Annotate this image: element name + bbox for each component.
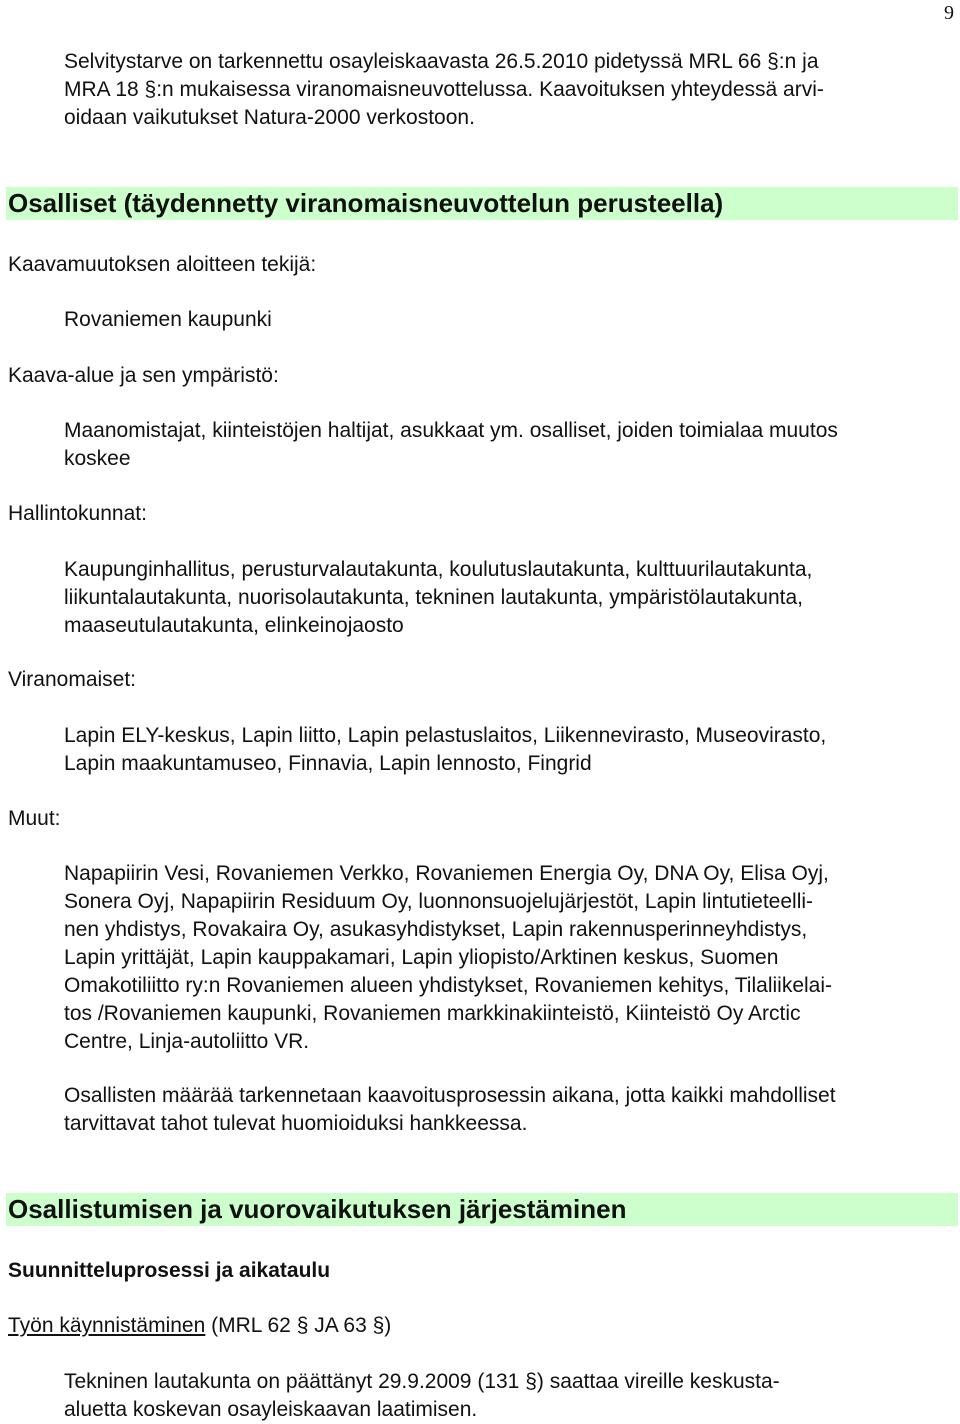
others-line: Sonera Oyj, Napapiirin Residuum Oy, luonnonsuojelujärjestöt, Lapin lintutieteelli- xyxy=(64,890,814,913)
others-line: Omakotiliitto ry:n Rovaniemen alueen yhdistykset, Rovaniemen kehitys, Tilaliikelai- xyxy=(64,974,832,997)
intro-line: Selvitystarve on tarkennettu osayleiskaavasta 26.5.2010 pidetyssä MRL 66 §:n ja xyxy=(64,50,819,73)
closing-paragraph xyxy=(64,1082,956,1138)
admin-label: Hallintokunnat: xyxy=(8,502,147,525)
others-list xyxy=(64,860,956,1056)
intro-line: oidaan vaikutukset Natura-2000 verkostoon. xyxy=(64,106,475,129)
others-line: Napapiirin Vesi, Rovaniemen Verkko, Rovaniemen Energia Oy, DNA Oy, Elisa Oyj, xyxy=(64,862,829,885)
intro-paragraph xyxy=(64,48,956,132)
participants-heading: Osalliset (täydennetty viranomaisneuvottelun perusteella) xyxy=(8,188,724,218)
page-number: 9 xyxy=(944,2,954,24)
start-heading xyxy=(8,1312,391,1340)
initiator-value: Rovaniemen kaupunki xyxy=(64,308,272,331)
area-description xyxy=(64,417,956,473)
start-line: aluetta koskevan osayleiskaavan laatimisen. xyxy=(64,1398,478,1421)
area-label: Kaava-alue ja sen ympäristö: xyxy=(8,364,279,387)
authorities-list xyxy=(64,722,956,778)
start-reference: (MRL 62 § JA 63 §) xyxy=(205,1314,392,1337)
area-line: Maanomistajat, kiinteistöjen haltijat, asukkaat ym. osalliset, joiden toimialaa muutos xyxy=(64,419,838,442)
area-line: koskee xyxy=(64,447,131,470)
others-line: nen yhdistys, Rovakaira Oy, asukasyhdistykset, Lapin rakennusperinneyhdistys, xyxy=(64,918,808,941)
others-line: Lapin yrittäjät, Lapin kauppakamari, Lapin yliopisto/Arktinen keskus, Suomen xyxy=(64,946,779,969)
start-line: Tekninen lautakunta on päättänyt 29.9.2009 (131 §) saattaa vireille keskusta- xyxy=(64,1370,780,1393)
others-line: tos /Rovaniemen kaupunki, Rovaniemen markkinakiinteistö, Kiinteistö Oy Arctic xyxy=(64,1002,801,1025)
interaction-heading: Osallistumisen ja vuorovaikutuksen järjestäminen xyxy=(8,1194,627,1224)
authorities-line: Lapin ELY-keskus, Lapin liitto, Lapin pelastuslaitos, Liikennevirasto, Museovirasto, xyxy=(64,724,827,747)
intro-line: MRA 18 §:n mukaisessa viranomaisneuvottelussa. Kaavoituksen yhteydessä arvi- xyxy=(64,78,824,101)
authorities-line: Lapin maakuntamuseo, Finnavia, Lapin lennosto, Fingrid xyxy=(64,752,592,775)
authorities-label: Viranomaiset: xyxy=(8,668,137,691)
start-paragraph xyxy=(64,1368,956,1424)
closing-line: tarvittavat tahot tulevat huomioiduksi hankkeessa. xyxy=(64,1112,528,1135)
closing-line: Osallisten määrää tarkennetaan kaavoitusprosessin aikana, jotta kaikki mahdolliset xyxy=(64,1084,836,1107)
admin-line: maaseutulautakunta, elinkeinojaosto xyxy=(64,614,404,637)
admin-list xyxy=(64,556,956,640)
others-label: Muut: xyxy=(8,807,61,830)
admin-line: liikuntalautakunta, nuorisolautakunta, tekninen lautakunta, ympäristölautakunta, xyxy=(64,586,803,609)
others-line: Centre, Linja-autoliitto VR. xyxy=(64,1030,310,1053)
start-title: Työn käynnistäminen xyxy=(8,1314,206,1337)
process-subheading: Suunnitteluprosessi ja aikataulu xyxy=(8,1259,331,1282)
admin-line: Kaupunginhallitus, perusturvalautakunta, koulutuslautakunta, kulttuurilautakunta, xyxy=(64,558,813,581)
initiator-label: Kaavamuutoksen aloitteen tekijä: xyxy=(8,253,317,276)
